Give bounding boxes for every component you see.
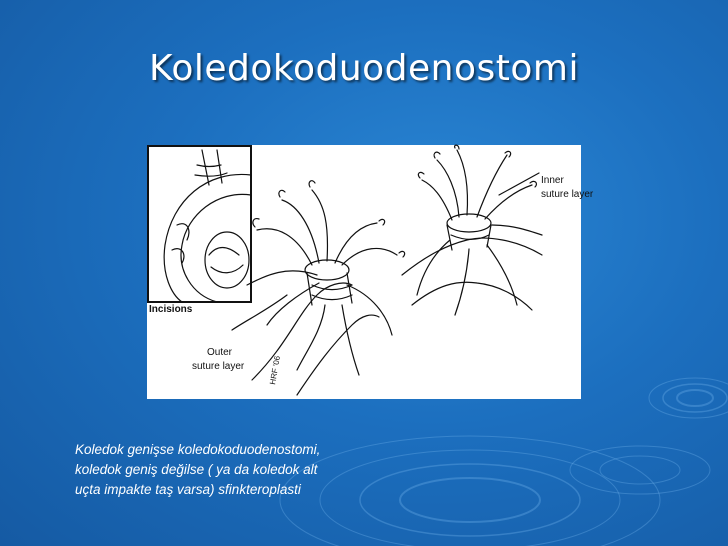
label-inner-line1: Inner <box>541 175 564 186</box>
surgical-illustration <box>147 145 594 399</box>
caption-line-1: Koledok genişse koledokoduodenostomi, <box>75 442 321 457</box>
slide-title: Koledokoduodenostomi <box>149 48 579 89</box>
inset-frame <box>148 146 251 302</box>
label-outer-line1: Outer <box>207 347 233 358</box>
label-inner-line2: suture layer <box>541 189 594 200</box>
artist-signature: HRF '06 <box>268 355 283 386</box>
label-outer-line2: suture layer <box>192 361 245 372</box>
caption-line-2: koledok geniş değilse ( ya da koledok alt <box>75 462 318 477</box>
illustration-svg <box>147 145 594 399</box>
label-incisions: Incisions <box>149 304 193 315</box>
slide-caption <box>75 440 435 500</box>
caption-line-3: uçta impakte taş varsa) sfinkteroplasti <box>75 482 301 497</box>
